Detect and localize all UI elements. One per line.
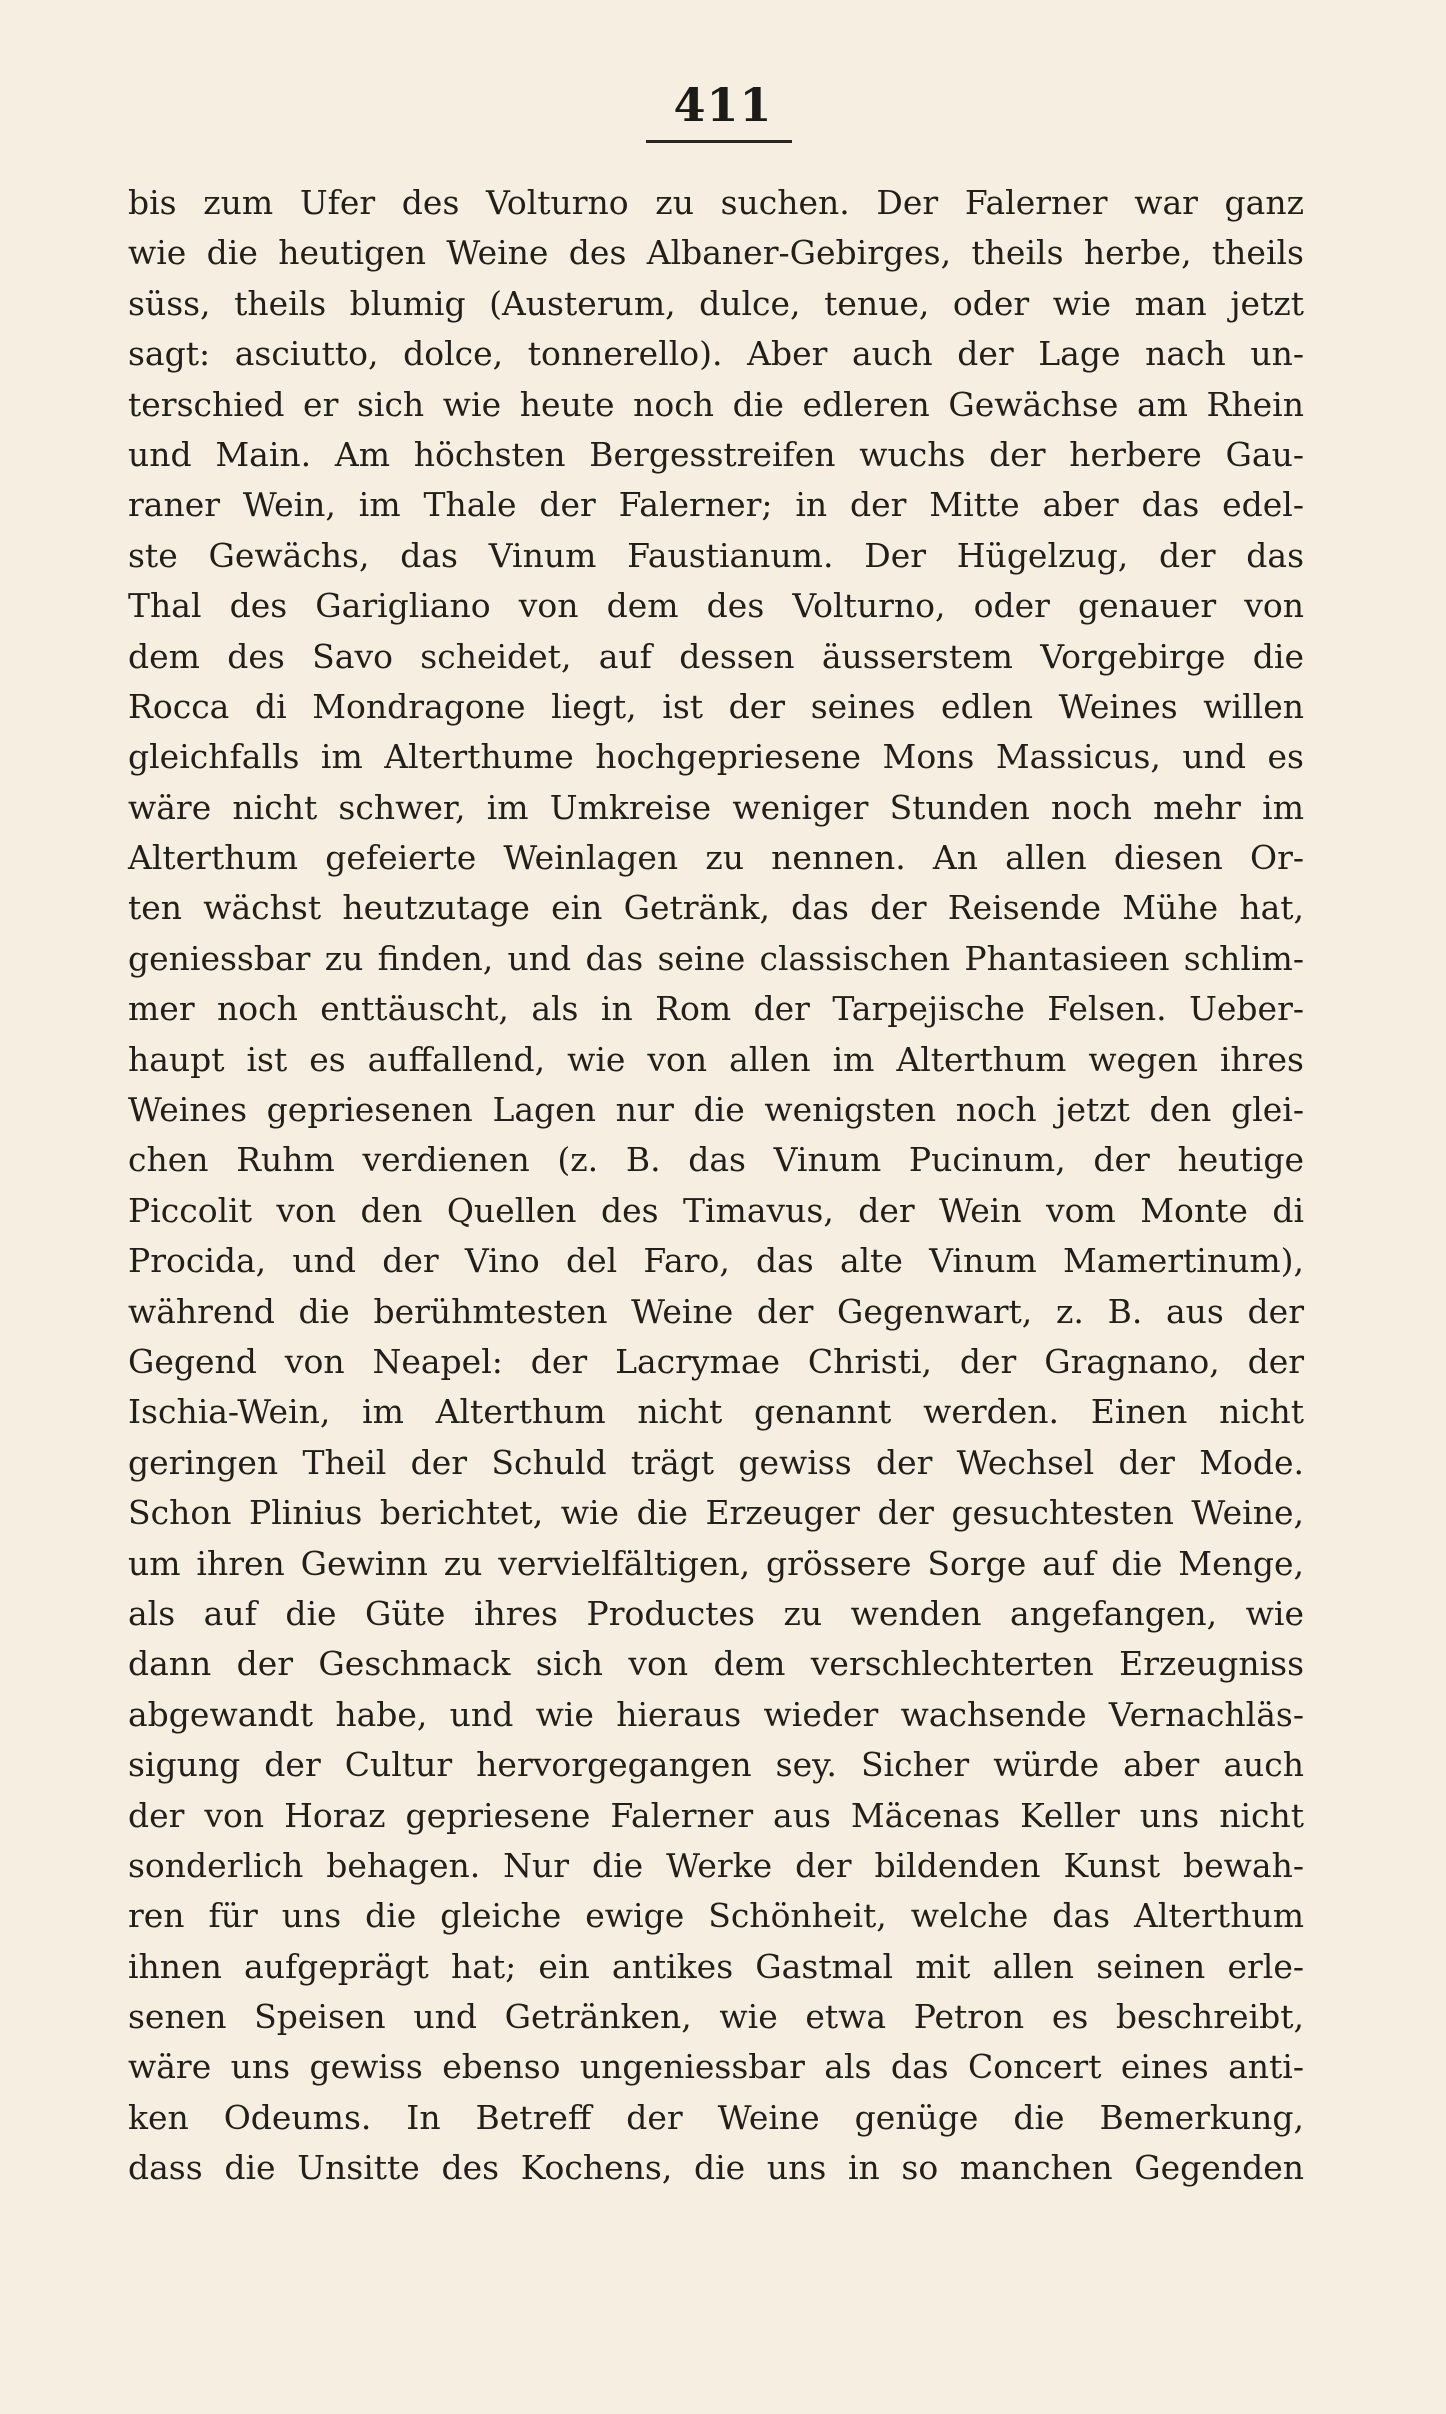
text-line: Weines gepriesenen Lagen nur die wenigsten noch jetzt den glei- xyxy=(128,1090,1304,1130)
text-line: terschied er sich wie heute noch die edleren Gewächse am Rhein xyxy=(128,384,1304,424)
text-line: der von Horaz gepriesene Falerner aus Mäcenas Keller uns nicht xyxy=(128,1795,1304,1835)
text-line: ste Gewächs, das Vinum Faustianum. Der Hügelzug, der das xyxy=(128,535,1304,575)
text-line: Thal des Garigliano von dem des Volturno, oder genauer von xyxy=(128,586,1304,626)
text-line: wäre uns gewiss ebenso ungeniessbar als das Concert eines anti- xyxy=(128,2047,1304,2087)
text-line: Procida, und der Vino del Faro, das alte Vinum Mamertinum), xyxy=(128,1241,1304,1281)
text-line: Piccolit von den Quellen des Timavus, der Wein vom Monte di xyxy=(128,1190,1304,1230)
text-line: während die berühmtesten Weine der Gegenwart, z. B. aus der xyxy=(128,1291,1304,1331)
text-line: um ihren Gewinn zu vervielfältigen, grössere Sorge auf die Menge, xyxy=(128,1543,1304,1583)
text-line: süss, theils blumig (Austerum, dulce, tenue, oder wie man jetzt xyxy=(128,283,1304,323)
body-text xyxy=(128,178,1304,2194)
text-line: dass die Unsitte des Kochens, die uns in so manchen Gegenden xyxy=(128,2148,1304,2188)
text-line: abgewandt habe, und wie hieraus wieder wachsende Vernachläs- xyxy=(128,1694,1304,1734)
text-line: Schon Plinius berichtet, wie die Erzeuger der gesuchtesten Weine, xyxy=(128,1493,1304,1533)
text-line: ihnen aufgeprägt hat; ein antikes Gastmal mit allen seinen erle- xyxy=(128,1946,1304,1986)
text-line: ken Odeums. In Betreff der Weine genüge die Bemerkung, xyxy=(128,2097,1304,2137)
text-line: bis zum Ufer des Volturno zu suchen. Der Falerner war ganz xyxy=(128,183,1304,222)
text-line: senen Speisen und Getränken, wie etwa Petron es beschreibt, xyxy=(128,1997,1304,2037)
text-line: sigung der Cultur hervorgegangen sey. Sicher würde aber auch xyxy=(128,1745,1304,1785)
text-line: chen Ruhm verdienen (z. B. das Vinum Pucinum, der heutige xyxy=(128,1140,1304,1180)
text-line: Rocca di Mondragone liegt, ist der seines edlen Weines willen xyxy=(128,686,1304,726)
text-line: Alterthum gefeierte Weinlagen zu nennen. An allen diesen Or- xyxy=(128,838,1304,878)
text-line: ten wächst heutzutage ein Getränk, das der Reisende Mühe hat, xyxy=(128,888,1304,928)
text-line: dem des Savo scheidet, auf dessen äusserstem Vorgebirge die xyxy=(128,636,1304,676)
text-line: mer noch enttäuscht, als in Rom der Tarpejische Felsen. Ueber- xyxy=(128,989,1304,1029)
text-line: dann der Geschmack sich von dem verschlechterten Erzeugniss xyxy=(128,1644,1304,1684)
text-line: geniessbar zu finden, und das seine classischen Phantasieen schlim- xyxy=(128,938,1304,978)
text-line: geringen Theil der Schuld trägt gewiss der Wechsel der Mode. xyxy=(128,1442,1304,1482)
text-line: Ischia-Wein, im Alterthum nicht genannt werden. Einen nicht xyxy=(128,1392,1304,1432)
text-line: sonderlich behagen. Nur die Werke der bildenden Kunst bewah- xyxy=(128,1845,1304,1885)
page-number-rule xyxy=(646,140,792,143)
text-line: ren für uns die gleiche ewige Schönheit, welche das Alterthum xyxy=(128,1896,1304,1936)
text-line: haupt ist es auffallend, wie von allen im Alterthum wegen ihres xyxy=(128,1039,1304,1079)
text-line: raner Wein, im Thale der Falerner; in der Mitte aber das edel- xyxy=(128,485,1304,525)
page-number: 411 xyxy=(673,78,773,132)
text-line: und Main. Am höchsten Bergesstreifen wuchs der herbere Gau- xyxy=(128,434,1304,474)
text-line: wäre nicht schwer, im Umkreise weniger Stunden noch mehr im xyxy=(128,787,1304,827)
text-line: Gegend von Neapel: der Lacrymae Christi, der Gragnano, der xyxy=(128,1341,1304,1381)
text-line: gleichfalls im Alterthume hochgepriesene Mons Massicus, und es xyxy=(128,737,1304,777)
text-line: wie die heutigen Weine des Albaner-Gebirges, theils herbe, theils xyxy=(128,233,1304,273)
text-line: sagt: asciutto, dolce, tonnerello). Aber auch der Lage nach un- xyxy=(128,334,1304,374)
text-line: als auf die Güte ihres Productes zu wenden angefangen, wie xyxy=(128,1593,1304,1633)
